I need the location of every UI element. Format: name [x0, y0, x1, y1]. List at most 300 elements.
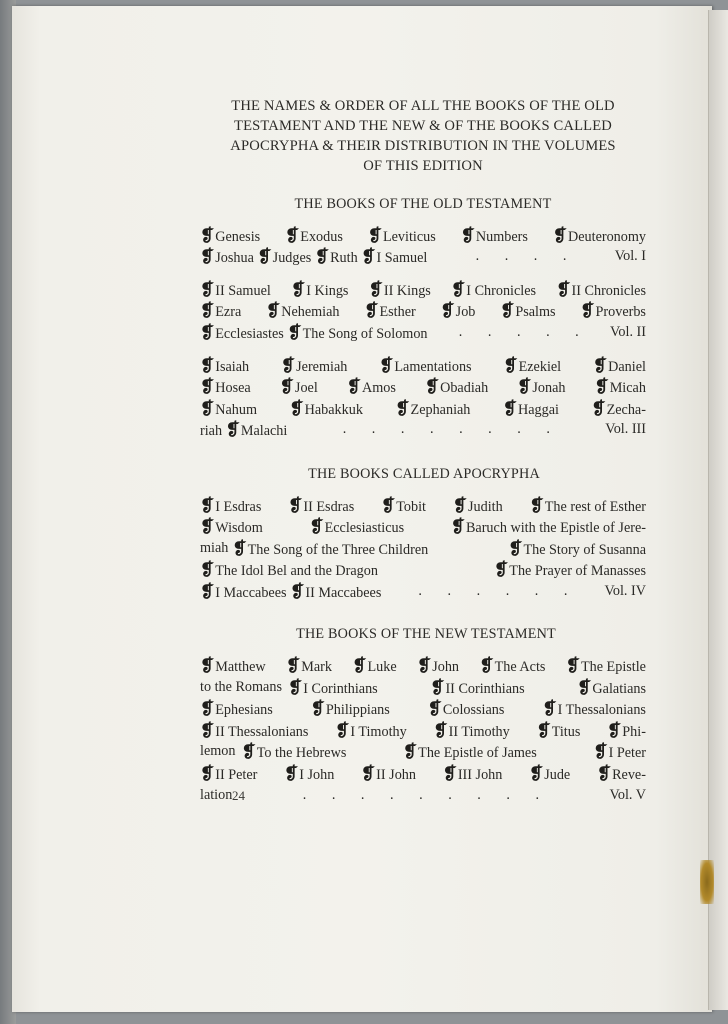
book-entry — [503, 399, 559, 421]
pilcrow-icon: ❡ — [452, 495, 468, 515]
book-entry — [335, 721, 407, 743]
book-name: Colossians — [442, 702, 505, 719]
book-entry — [440, 301, 475, 323]
page-content — [200, 96, 646, 816]
pilcrow-icon: ❡ — [528, 764, 544, 784]
book-name: Haggai — [518, 401, 559, 418]
volume-label: Vol. II — [610, 323, 646, 340]
pilcrow-icon: ❡ — [346, 377, 361, 397]
book-name: Zephaniah — [410, 401, 471, 418]
book-entry — [494, 560, 646, 582]
pilcrow-icon: ❡ — [508, 538, 523, 558]
pilcrow-icon: ❡ — [288, 495, 303, 515]
book-name: The Acts — [494, 659, 546, 676]
book-entry — [607, 721, 646, 743]
pilcrow-icon: ❡ — [225, 420, 240, 440]
pilcrow-icon: ❡ — [200, 355, 215, 375]
pilcrow-icon: ❡ — [279, 377, 294, 397]
pilcrow-icon: ❡ — [442, 764, 457, 784]
pilcrow-icon: ❡ — [200, 225, 215, 245]
book-entry — [395, 399, 470, 421]
book-entry — [542, 699, 646, 721]
book-entry — [556, 280, 646, 302]
book-group — [225, 420, 288, 440]
pilcrow-icon: ❡ — [200, 560, 215, 580]
book-name: Ephesians — [215, 702, 273, 719]
page-title — [200, 96, 646, 176]
book-entry — [200, 280, 271, 302]
book-name: Exodus — [300, 228, 343, 245]
book-name: II Esdras — [303, 498, 355, 515]
leader-dots: . . . . . . — [418, 582, 568, 599]
book-entry — [200, 377, 251, 399]
book-name: Hosea — [215, 380, 251, 397]
book-entry — [314, 247, 358, 267]
book-name: Titus — [551, 723, 581, 740]
book-name: Leviticus — [382, 228, 436, 245]
book-group — [241, 742, 646, 764]
book-entry — [200, 399, 257, 421]
book-line — [200, 301, 646, 323]
book-name: Jeremiah — [296, 358, 348, 375]
leader-dots: . . . . — [475, 248, 567, 265]
book-name: I Esdras — [215, 498, 262, 515]
book-name: I John — [299, 767, 335, 784]
volume-label: Vol. I — [614, 248, 646, 265]
hyphen-continuation: lation — [200, 786, 233, 803]
pilcrow-icon: ❡ — [536, 720, 551, 740]
book-entry — [594, 377, 646, 399]
page-number: 24 — [232, 788, 245, 803]
book-name: Psalms — [515, 304, 556, 321]
pilcrow-icon: ❡ — [200, 398, 215, 418]
book-entry — [200, 764, 257, 786]
pilcrow-icon: ❡ — [440, 301, 455, 321]
book-name: Proverbs — [595, 304, 646, 321]
title-line: TESTAMENT AND THE NEW & OF THE BOOKS CALLED — [234, 118, 612, 134]
hyphen-continuation: lemon — [200, 743, 236, 760]
book-group — [232, 539, 646, 561]
pilcrow-icon: ❡ — [361, 247, 376, 267]
book-name: Tobit — [396, 498, 426, 515]
pilcrow-icon: ❡ — [556, 279, 571, 299]
book-name: II Chronicles — [571, 282, 646, 299]
book-name: Joel — [294, 380, 318, 397]
book-group — [200, 420, 287, 442]
book-name: Daniel — [608, 358, 646, 375]
leader-dots: . . . . . — [458, 323, 579, 340]
book-entry — [417, 656, 459, 678]
pilcrow-icon: ❡ — [287, 322, 302, 342]
pilcrow-icon: ❡ — [479, 656, 494, 676]
book-entry — [200, 322, 284, 342]
pilcrow-icon: ❡ — [200, 720, 215, 740]
book-entry — [288, 678, 378, 700]
book-line — [200, 539, 646, 561]
book-line — [200, 742, 646, 764]
book-name: Amos — [361, 380, 396, 397]
pilcrow-icon: ❡ — [265, 301, 281, 321]
book-group — [288, 678, 646, 700]
pilcrow-icon: ❡ — [200, 377, 215, 397]
book-name: Nehemiah — [281, 304, 340, 321]
pilcrow-icon: ❡ — [364, 301, 379, 321]
book-entry — [593, 356, 646, 378]
book-entry — [536, 721, 580, 743]
pilcrow-icon: ❡ — [580, 301, 595, 321]
book-group — [200, 247, 427, 269]
pilcrow-icon: ❡ — [503, 355, 518, 375]
pilcrow-icon: ❡ — [285, 225, 300, 245]
pilcrow-icon: ❡ — [596, 764, 612, 784]
pilcrow-icon: ❡ — [502, 398, 517, 418]
pilcrow-icon: ❡ — [289, 398, 304, 418]
book-name: Nahum — [215, 401, 258, 418]
pilcrow-icon: ❡ — [577, 677, 592, 697]
book-entry — [225, 420, 288, 440]
pilcrow-icon: ❡ — [450, 517, 465, 537]
book-entry — [428, 699, 505, 721]
vol5-list — [200, 656, 646, 805]
pilcrow-icon: ❡ — [565, 656, 580, 676]
book-name: The Song of Solomon — [302, 325, 428, 342]
pilcrow-icon: ❡ — [352, 656, 367, 676]
book-entry — [403, 742, 537, 764]
book-name: Numbers — [475, 228, 528, 245]
title-line: APOCRYPHA & THEIR DISTRIBUTION IN THE VOLUMES — [230, 138, 616, 154]
book-name: Phi- — [622, 723, 646, 740]
book-name: Reve- — [612, 767, 646, 784]
hyphen-continuation: miah — [200, 539, 229, 556]
book-line — [200, 420, 646, 442]
book-name: Isaiah — [215, 358, 250, 375]
book-line — [200, 356, 646, 378]
book-line — [200, 678, 646, 700]
pilcrow-icon: ❡ — [200, 764, 215, 784]
book-entry — [288, 496, 354, 518]
book-entry — [200, 496, 261, 518]
pilcrow-icon: ❡ — [200, 322, 215, 342]
book-entry — [364, 301, 416, 323]
book-group — [200, 582, 381, 604]
book-entry — [443, 764, 503, 786]
book-entry — [287, 322, 428, 342]
book-entry — [451, 280, 536, 302]
book-entry — [241, 742, 346, 764]
book-name: I Chronicles — [466, 282, 537, 299]
pilcrow-icon: ❡ — [451, 279, 466, 299]
book-entry — [257, 247, 312, 267]
book-name: Deuteronomy — [567, 228, 646, 245]
pilcrow-icon: ❡ — [433, 720, 448, 740]
pilcrow-icon: ❡ — [200, 301, 215, 321]
book-name: Jude — [544, 767, 571, 784]
book-entry — [200, 560, 378, 582]
book-entry — [451, 517, 646, 539]
book-name: John — [432, 659, 460, 676]
pilcrow-icon: ❡ — [309, 517, 324, 537]
pilcrow-icon: ❡ — [416, 656, 432, 676]
volume-label: Vol. V — [609, 786, 646, 803]
book-entry — [503, 356, 561, 378]
book-group — [200, 323, 428, 345]
book-name: Malachi — [240, 423, 288, 440]
book-entry — [200, 656, 266, 678]
book-entry — [347, 377, 396, 399]
pilcrow-icon: ❡ — [552, 225, 567, 245]
volume-label: Vol. III — [605, 421, 646, 438]
book-entry — [280, 377, 318, 399]
pilcrow-icon: ❡ — [607, 720, 622, 740]
pilcrow-icon: ❡ — [290, 581, 305, 601]
book-entry — [430, 678, 524, 700]
book-entry — [529, 764, 570, 786]
pilcrow-icon: ❡ — [424, 377, 440, 397]
pilcrow-icon: ❡ — [200, 656, 215, 676]
book-entry — [479, 656, 545, 678]
book-line — [200, 517, 646, 539]
book-line — [200, 247, 646, 269]
book-name: Galatians — [592, 680, 646, 697]
book-entry — [368, 226, 436, 248]
book-entry — [593, 742, 646, 764]
hyphen-continuation: riah — [200, 423, 223, 440]
book-name: Baruch with the Epistle of Jere- — [465, 520, 646, 537]
book-entry — [289, 399, 363, 421]
book-name: Ecclesiastes — [215, 325, 284, 342]
book-entry — [200, 226, 260, 248]
book-name: Job — [455, 304, 476, 321]
book-entry — [352, 656, 396, 678]
book-name: The rest of Esther — [544, 498, 646, 515]
book-entry — [577, 678, 646, 700]
book-entry — [200, 699, 273, 721]
book-entry — [369, 280, 431, 302]
book-entry — [381, 496, 426, 518]
book-name: Ezra — [215, 304, 242, 321]
book-name: Habakkuk — [304, 401, 363, 418]
book-name: Ecclesiasticus — [324, 520, 405, 537]
pilcrow-icon: ❡ — [200, 247, 215, 267]
book-line — [200, 582, 646, 604]
pilcrow-icon: ❡ — [381, 495, 396, 515]
book-line — [200, 560, 646, 582]
book-line — [200, 786, 646, 806]
book-name: I Maccabees — [215, 584, 287, 601]
book-entry — [285, 226, 343, 248]
binding-stain — [700, 860, 714, 904]
book-entry — [266, 301, 340, 323]
book-name: Obadiah — [440, 380, 489, 397]
book-name: Philippians — [325, 702, 390, 719]
book-name: The Epistle — [580, 659, 646, 676]
vol3-list — [200, 356, 646, 442]
section-heading-old-testament: THE BOOKS OF THE OLD TESTAMENT — [294, 196, 552, 212]
book-line — [200, 699, 646, 721]
book-entry — [461, 226, 528, 248]
pilcrow-icon: ❡ — [280, 355, 296, 375]
book-entry — [361, 247, 428, 267]
book-name: I Corinthians — [303, 680, 378, 697]
pilcrow-icon: ❡ — [460, 225, 475, 245]
book-name: Judges — [272, 250, 312, 267]
book-entry — [200, 247, 254, 267]
book-name: Jonah — [532, 380, 566, 397]
pilcrow-icon: ❡ — [500, 301, 515, 321]
book-entry — [311, 699, 390, 721]
pilcrow-icon: ❡ — [592, 355, 608, 375]
leader-dots: . . . . . . . . . — [302, 786, 540, 803]
book-name: II Samuel — [215, 282, 271, 299]
book-entry — [200, 356, 249, 378]
book-entry — [281, 356, 347, 378]
book-name: II Kings — [383, 282, 431, 299]
book-entry — [566, 656, 646, 678]
section-heading-apocrypha: THE BOOKS CALLED APOCRYPHA — [308, 465, 540, 482]
title-line: OF THIS EDITION — [363, 158, 483, 174]
pilcrow-icon: ❡ — [517, 377, 532, 397]
pilcrow-icon: ❡ — [284, 764, 299, 784]
pilcrow-icon: ❡ — [335, 720, 350, 740]
pilcrow-icon: ❡ — [395, 398, 410, 418]
book-name: II Maccabees — [305, 584, 382, 601]
pilcrow-icon: ❡ — [494, 560, 509, 580]
vol1-list — [200, 226, 646, 269]
book-name: Genesis — [215, 228, 261, 245]
book-name: Ruth — [330, 250, 358, 267]
pilcrow-icon: ❡ — [427, 699, 442, 719]
book-line — [200, 377, 646, 399]
pilcrow-icon: ❡ — [591, 398, 606, 418]
pilcrow-icon: ❡ — [430, 677, 445, 697]
book-entry — [553, 226, 646, 248]
pilcrow-icon: ❡ — [379, 355, 394, 375]
book-line — [200, 323, 646, 345]
book-entry — [433, 721, 509, 743]
pilcrow-icon: ❡ — [232, 538, 247, 558]
book-entry — [425, 377, 488, 399]
book-name: I Thessalonians — [557, 702, 646, 719]
hyphen-continuation: to the Romans — [200, 678, 282, 695]
book-entry — [200, 301, 241, 323]
book-entry — [286, 656, 332, 678]
book-entry — [200, 581, 287, 601]
book-entry — [361, 764, 416, 786]
book-name: I Peter — [608, 745, 646, 762]
book-name: I Samuel — [376, 250, 428, 267]
book-name: The Epistle of James — [418, 745, 537, 762]
pilcrow-icon: ❡ — [310, 699, 325, 719]
book-line — [200, 226, 646, 248]
book-name: II Corinthians — [445, 680, 525, 697]
book-name: The Idol Bel and the Dragon — [215, 563, 378, 580]
pilcrow-icon: ❡ — [241, 742, 256, 762]
book-name: II Timothy — [448, 723, 510, 740]
book-name: II Peter — [215, 767, 258, 784]
book-entry — [591, 399, 646, 421]
pilcrow-icon: ❡ — [200, 279, 215, 299]
book-line — [200, 399, 646, 421]
book-entry — [284, 764, 334, 786]
pilcrow-icon: ❡ — [200, 699, 215, 719]
pilcrow-icon: ❡ — [257, 247, 272, 267]
book-entry — [379, 356, 471, 378]
book-entry — [580, 301, 646, 323]
book-name: Matthew — [215, 659, 266, 676]
pilcrow-icon: ❡ — [200, 581, 215, 601]
book-name: Micah — [609, 380, 646, 397]
book-entry — [597, 764, 646, 786]
book-name: II Thessalonians — [215, 723, 309, 740]
book-name: Wisdom — [215, 520, 263, 537]
section-heading-new-testament: THE BOOKS OF THE NEW TESTAMENT — [296, 625, 556, 642]
pilcrow-icon: ❡ — [402, 742, 418, 762]
leader-dots: . . . . . . . . — [342, 421, 550, 438]
pilcrow-icon: ❡ — [593, 742, 608, 762]
book-name: Esther — [379, 304, 416, 321]
pilcrow-icon: ❡ — [368, 279, 383, 299]
book-entry — [290, 581, 382, 601]
pilcrow-icon: ❡ — [594, 377, 609, 397]
book-name: To the Hebrews — [256, 745, 347, 762]
book-name: The Song of the Three Children — [247, 541, 429, 558]
book-entry — [200, 517, 263, 539]
book-name: II John — [376, 767, 416, 784]
book-entry — [309, 517, 404, 539]
pilcrow-icon: ❡ — [529, 495, 544, 515]
pilcrow-icon: ❡ — [200, 517, 215, 537]
book-name: The Prayer of Manasses — [509, 563, 646, 580]
pilcrow-icon: ❡ — [287, 677, 303, 697]
pilcrow-icon: ❡ — [360, 764, 376, 784]
book-name: Judith — [468, 498, 503, 515]
title-line: THE NAMES & ORDER OF ALL THE BOOKS OF THE OLD — [231, 98, 615, 114]
book-name: Zecha- — [606, 401, 646, 418]
pilcrow-icon: ❡ — [285, 656, 301, 676]
book-name: Joshua — [215, 250, 254, 267]
pilcrow-icon: ❡ — [367, 225, 382, 245]
pilcrow-icon: ❡ — [291, 279, 306, 299]
book-name: I Kings — [306, 282, 349, 299]
book-entry — [453, 496, 503, 518]
book-entry — [530, 496, 647, 518]
book-entry — [508, 539, 646, 561]
volume-label: Vol. IV — [604, 582, 646, 599]
book-line — [200, 656, 646, 678]
book-entry — [500, 301, 555, 323]
pilcrow-icon: ❡ — [314, 247, 330, 267]
book-line — [200, 280, 646, 302]
book-name: I Timothy — [350, 723, 407, 740]
book-name: Ezekiel — [518, 358, 562, 375]
book-name: Luke — [367, 659, 397, 676]
book-line — [200, 721, 646, 743]
book-entry — [291, 280, 348, 302]
book-entry — [517, 377, 565, 399]
book-name: III John — [457, 767, 503, 784]
vol4-list — [200, 496, 646, 604]
pilcrow-icon: ❡ — [542, 699, 557, 719]
book-name: Mark — [301, 659, 332, 676]
vol2-list — [200, 280, 646, 345]
book-line — [200, 496, 646, 518]
book-line — [200, 764, 646, 786]
pilcrow-icon: ❡ — [200, 495, 215, 515]
book-entry — [232, 539, 428, 561]
book-name: The Story of Susanna — [523, 541, 646, 558]
book-name: Lamentations — [394, 358, 472, 375]
book-entry — [200, 721, 308, 743]
